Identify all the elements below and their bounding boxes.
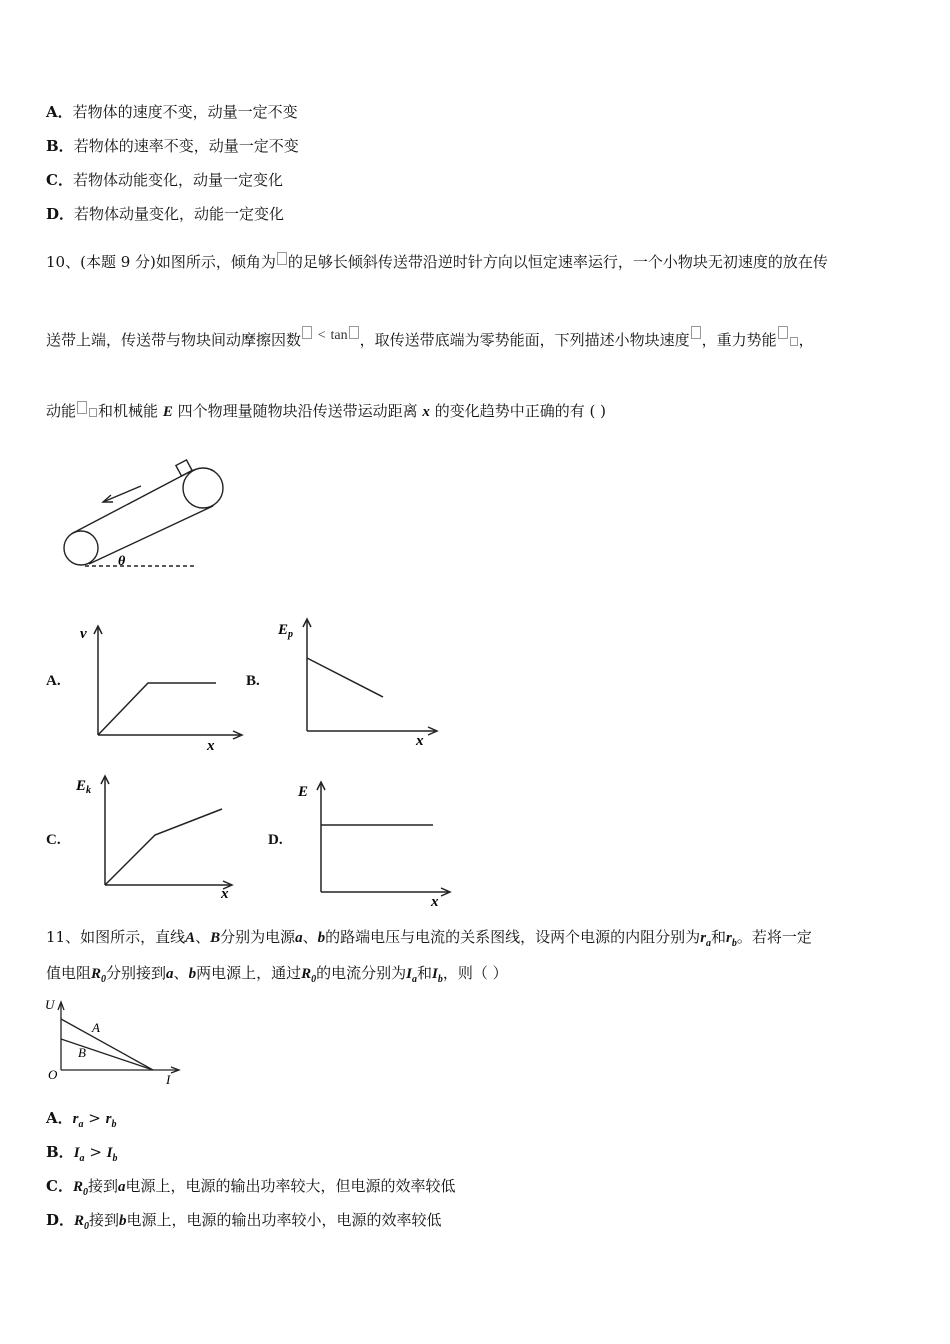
option-text: 接到 [89,1211,120,1229]
y-label [75,778,91,796]
var-R0 [72,1179,88,1198]
line-B [61,1039,153,1070]
q10-stem-line3 [46,401,606,422]
var-R0 [74,1213,90,1232]
missing-symbol-icon [89,408,97,417]
R: R [72,1179,83,1195]
y-label: E [298,784,309,800]
a-label: A [92,1020,100,1035]
r: r [726,930,732,946]
q11-text: ，则（ ） [442,964,508,982]
missing-symbol-icon [349,326,359,339]
q10-text: 10、(本题 9 分)如图所示，倾角为 [46,253,276,271]
q9-option-d [46,204,284,224]
var-R0 [91,966,107,985]
u-label: U [45,997,55,1012]
option-letter: D． [46,205,75,223]
q10-text: 动能 [46,402,77,420]
graph-b-letter: B. [246,673,260,689]
x-label: x [431,894,439,910]
option-letter: D． [46,1211,75,1229]
graph-d [290,775,465,910]
y-label-sub: p [288,629,294,640]
tan-symbol: tan [330,328,348,343]
x-label: x [207,738,215,754]
q11-option-d [46,1210,442,1237]
q9-option-c [46,170,283,190]
graph-c [70,770,250,905]
q11-text: 和 [416,964,432,982]
option-letter: B． [46,1143,74,1161]
sub-a: a [411,974,417,985]
curve [105,809,222,885]
sub-0: 0 [101,974,107,985]
bottom-pulley [64,531,98,565]
q11-text: 分别接到 [106,964,167,982]
option-text: 若物体的速度不变，动量一定不变 [72,103,298,121]
line-A [61,1019,153,1070]
q10-text: 送带上端，传送带与物块间动摩擦因数 [46,331,302,349]
x-label: x [416,733,424,749]
var-B: B [210,930,221,946]
sub-0: 0 [82,1187,88,1198]
conveyor-figure [55,455,235,575]
relation: > [89,1143,102,1161]
var-E: E [162,404,173,420]
option-letter: A． [46,103,73,121]
q11-text: 的电流分别为 [316,964,407,982]
var-Ia [73,1145,85,1164]
option-letter: C． [46,1177,73,1195]
ui-graph [40,992,190,1092]
sub-b: b [731,938,737,949]
q11-option-c [46,1176,456,1203]
var-Ib [106,1145,118,1164]
q11-text: 分别为电源 [220,928,296,946]
q10-text: 的变化趋势中正确的有 ( ) [434,402,606,420]
var-b: b [317,930,326,946]
missing-symbol-icon [277,252,287,265]
q11-text: 两电源上，通过 [196,964,302,982]
missing-symbol-icon [691,326,701,339]
option-text: 若物体的速率不变，动量一定不变 [73,137,299,155]
option-text: 若物体动量变化，动能一定变化 [74,205,285,223]
q10-text: 和机械能 [98,402,159,420]
graph-c-letter: C. [46,832,61,848]
top-pulley [183,468,223,508]
q10-text: ，重力势能 [701,331,777,349]
I: I [73,1145,80,1161]
var-A: A [185,930,196,946]
missing-symbol-icon [77,401,87,414]
r: r [700,930,707,946]
q11-text: 的路端电压与电流的关系图线，设两个电源的内阻分别为 [325,928,701,946]
missing-symbol-icon [790,337,798,346]
var-ra [72,1111,84,1130]
var-x: x [422,404,430,420]
var-rb [726,930,737,949]
sub-0: 0 [84,1221,90,1232]
var-rb [105,1111,117,1130]
i-label: I [166,1072,171,1087]
y-label-sub: k [86,785,92,796]
q11-text: 、 [302,928,318,946]
y-label-main: E [278,622,289,638]
option-text: 电源上，电源的输出功率较大，但电源的效率较低 [125,1177,456,1195]
sub-a: a [79,1153,85,1164]
option-text: 若物体动能变化，动量一定变化 [72,171,283,189]
var-Ib [431,966,443,985]
missing-symbol-icon [778,326,788,339]
curve [307,658,383,697]
var-a: a [117,1179,126,1195]
sub-0: 0 [311,974,317,985]
q11-option-b [46,1142,118,1169]
graph-a [70,620,250,755]
var-b: b [188,966,197,982]
I: I [106,1145,113,1161]
I: I [431,966,438,982]
q11-text: 。若将一定 [736,928,812,946]
option-letter: C． [46,171,73,189]
theta-label: θ [118,554,126,569]
var-a: a [166,966,174,982]
sub-b: b [437,974,443,985]
q10-text: 四个物理量随物块沿传送带运动距离 [177,402,418,420]
var-ra [700,930,712,949]
var-Ia [406,966,417,985]
option-text: 电源上，电源的输出功率较小，电源的效率较低 [126,1211,442,1229]
var-a: a [295,930,303,946]
q11-text: 11、如图所示，直线 [46,928,186,946]
graph-d-letter: D. [268,832,283,848]
q10-stem-line2 [46,326,814,350]
b-label: B [78,1045,86,1060]
less-than: < [317,328,326,343]
q11-text: 、 [195,928,211,946]
option-letter: A． [46,1109,73,1127]
I: I [406,966,412,982]
option-letter: B． [46,137,74,155]
q10-text: 的足够长倾斜传送带沿逆时针方向以恒定速率运行，一个小物块无初速度的放在传 [287,253,828,271]
y-label [277,622,293,640]
R: R [74,1213,85,1229]
q10-stem-line1 [46,252,828,272]
missing-symbol-icon [302,326,312,339]
r: r [105,1111,112,1127]
sub-b: b [112,1153,118,1164]
var-R0 [301,966,317,985]
x-label: x [221,886,229,902]
q11-text: 和 [711,928,727,946]
y-label: v [80,626,87,642]
graph-b [270,615,450,750]
sub-b: b [111,1119,117,1130]
sub-a: a [706,938,712,949]
y-label-main: E [76,778,87,794]
q9-option-b [46,136,299,156]
curve [98,683,216,735]
relation: > [88,1109,101,1127]
R: R [301,966,312,982]
q9-option-a [46,102,298,122]
R: R [91,966,102,982]
q11-stem-line1 [46,927,812,954]
var-b: b [119,1213,127,1229]
r: r [72,1111,79,1127]
q11-text: 、 [173,964,189,982]
origin-label: O [48,1067,58,1082]
option-text: 接到 [87,1177,118,1195]
q11-stem-line2 [46,963,508,990]
graph-a-letter: A. [46,673,61,689]
q10-text: ， [798,331,814,349]
q10-text: ，取传送带底端为零势能面，下列描述小物块速度 [359,331,690,349]
q11-text: 值电阻 [46,964,92,982]
q11-option-a [46,1108,116,1135]
sub-a: a [78,1119,84,1130]
